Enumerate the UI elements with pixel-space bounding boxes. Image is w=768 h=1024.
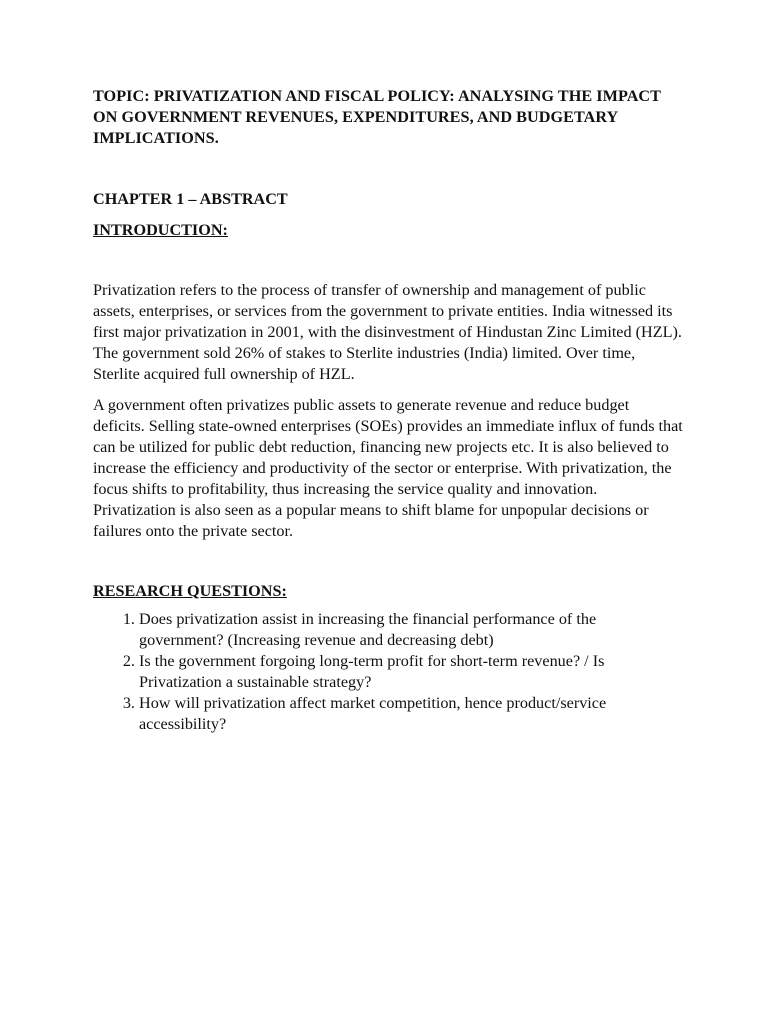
research-questions-list — [93, 609, 683, 735]
document-title: TOPIC: PRIVATIZATION AND FISCAL POLICY: ANALYSING THE IMPACT ON GOVERNMENT REVENUES, EXPENDITURES, AND BUDGETARY IMPLICATIONS. — [93, 87, 661, 147]
paragraph-privatization-definition: Privatization refers to the process of transfer of ownership and management of public assets, enterprises, or services from the government to private entities. India witnessed its first major privatization in 2001, with the disinvestment of Hindustan Zinc Limited (HZL). The government sold 26% of stakes to Sterlite industries (India) limited. Over time, Sterlite acquired full ownership of HZL. — [93, 281, 682, 383]
research-question-item: 1. Does privatization assist in increasing the financial performance of the government? (Increasing revenue and decreasing debt) — [139, 609, 683, 651]
research-questions-heading: RESEARCH QUESTIONS: — [93, 582, 287, 600]
paragraph-privatization-motives: A government often privatizes public assets to generate revenue and reduce budget deficits. Selling state-owned enterprises (SOEs) provides an immediate influx of funds that can be utilized for public debt reduction, financing new projects etc. It is also believed to increase the efficiency and productivity of the sector or enterprise. With privatization, the focus shifts to profitability, thus increasing the service quality and innovation. Privatization is also seen as a popular means to shift blame for unpopular decisions or failures onto the private sector. — [93, 396, 683, 540]
chapter-heading: CHAPTER 1 – ABSTRACT — [93, 190, 288, 208]
document-page — [93, 86, 683, 735]
research-question-item: 3. How will privatization affect market competition, hence product/service accessibility? — [139, 693, 683, 735]
research-question-item: 2. Is the government forgoing long-term profit for short-term revenue? / Is Privatization a sustainable strategy? — [139, 651, 683, 693]
introduction-heading: INTRODUCTION: — [93, 221, 228, 239]
